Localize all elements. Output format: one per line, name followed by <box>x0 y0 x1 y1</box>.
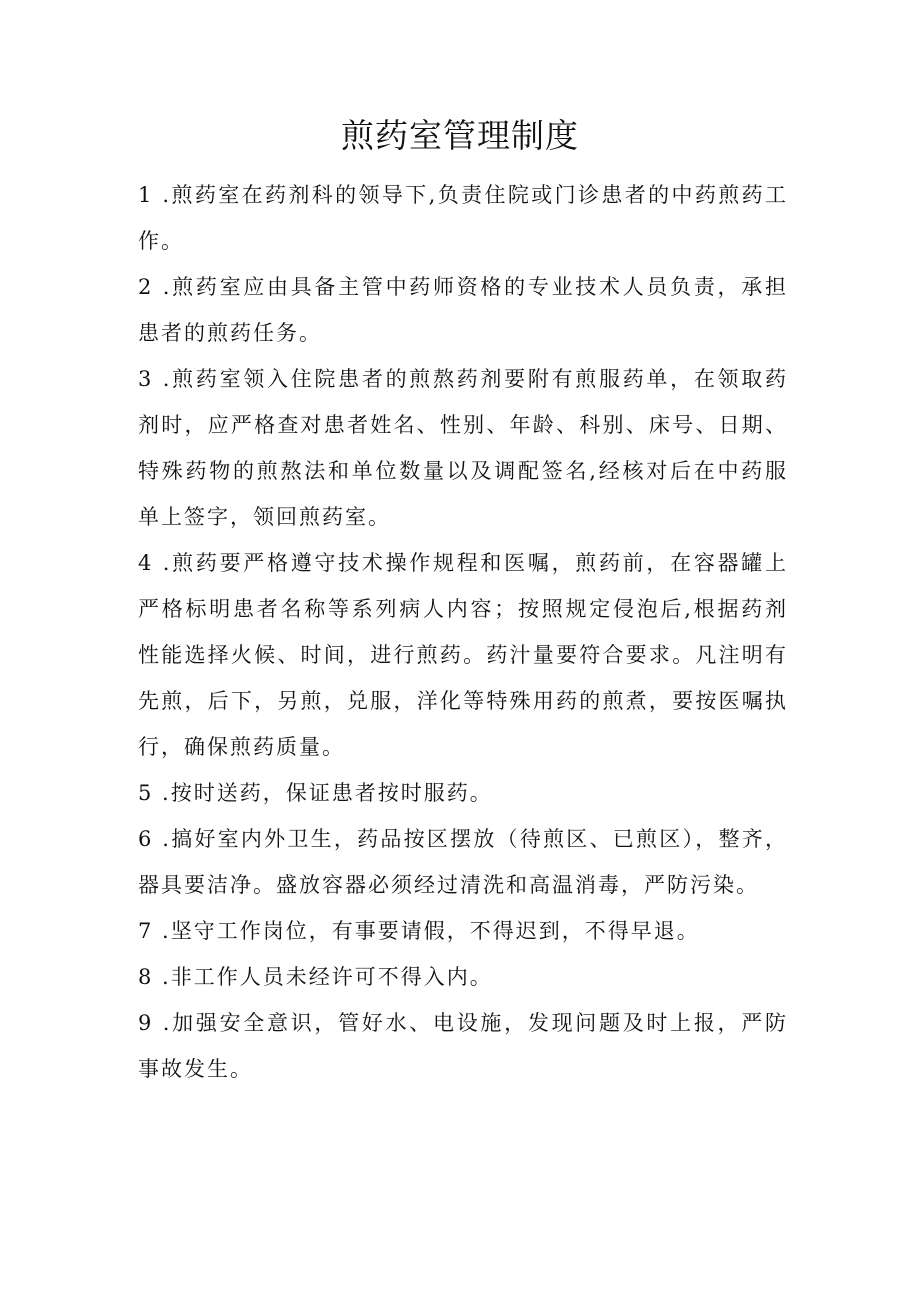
rule-item-2: 2 .煎药室应由具备主管中药师资格的专业技术人员负责，承担患者的煎药任务。 <box>138 275 788 345</box>
rule-item-3: 3 .煎药室领入住院患者的煎熬药剂要附有煎服药单，在领取药剂时，应严格查对患者姓名、性别、年龄、科别、床号、日期、特殊药物的煎熬法和单位数量以及调配签名,经核对后在中药服单上签字，领回煎药室。 <box>138 367 788 529</box>
rule-item-5: 5 .按时送药，保证患者按时服药。 <box>138 781 493 805</box>
rule-item-7: 7 .坚守工作岗位，有事要请假，不得迟到，不得早退。 <box>138 919 700 943</box>
document-title: 煎药室管理制度 <box>341 116 579 155</box>
rule-item-4: 4 .煎药要严格遵守技术操作规程和医嘱，煎药前，在容器罐上严格标明患者名称等系列病人内容；按照规定侵泡后,根据药剂性能选择火候、时间，进行煎药。药汁量要符合要求。凡注明有先煎，后下，另煎，兑服，洋化等特殊用药的煎煮，要按医嘱执行，确保煎药质量。 <box>138 551 788 759</box>
rule-item-9: 9 .加强安全意识，管好水、电设施，发现问题及时上报，严防事故发生。 <box>138 1011 788 1081</box>
rule-item-8: 8 .非工作人员未经许可不得入内。 <box>138 965 493 989</box>
rules-list <box>138 172 788 1092</box>
rule-item-6: 6 .搞好室内外卫生，药品按区摆放（待煎区、已煎区），整齐，器具要洁净。盛放容器必须经过清洗和高温消毒，严防污染。 <box>138 827 788 897</box>
rule-item-1: 1 .煎药室在药剂科的领导下,负责住院或门诊患者的中药煎药工作。 <box>138 183 788 253</box>
